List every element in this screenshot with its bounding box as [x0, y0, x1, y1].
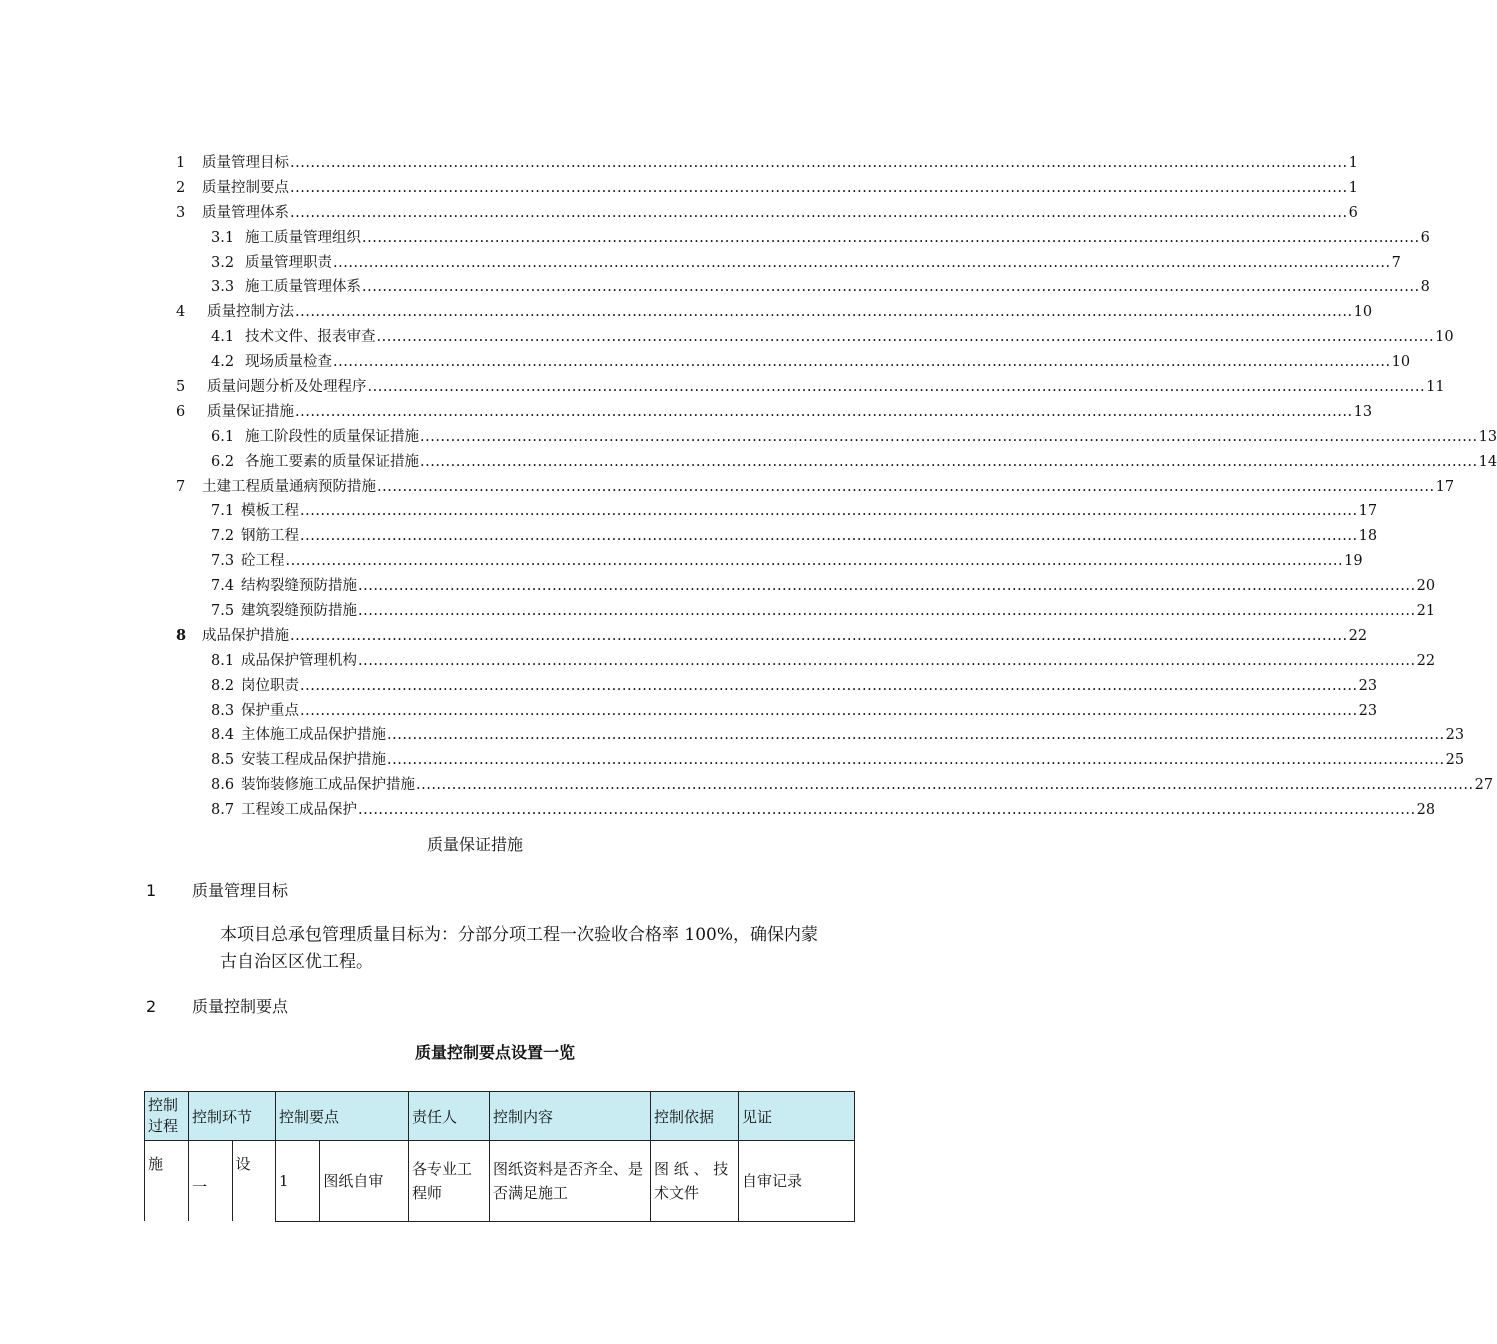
toc-entry [176, 649, 1436, 674]
toc-number: 8.7 [211, 802, 235, 819]
toc-entry [176, 425, 1497, 450]
toc-number: 7.3 [211, 553, 235, 570]
toc-leader-dots: ............................................................................................................................................................................................................... [358, 603, 1416, 620]
toc-entry [176, 151, 1358, 176]
header-content: 控制内容 [490, 1092, 651, 1141]
toc-number: 7.4 [211, 578, 235, 595]
toc-number: 8.3 [211, 702, 235, 719]
toc-title: 各施工要素的质量保证措施 [245, 453, 419, 470]
toc-entry [176, 275, 1430, 300]
toc-title: 主体施工成品保护措施 [241, 727, 386, 744]
toc-page-number: 25 [1445, 752, 1465, 769]
toc-leader-dots: ............................................................................................................................................................................................................... [358, 578, 1416, 595]
toc-title: 砼工程 [241, 553, 285, 570]
toc-entry [176, 325, 1454, 350]
quality-control-table [144, 1091, 855, 1222]
cell-person: 各专业工程师 [409, 1141, 490, 1222]
toc-entry [176, 723, 1465, 748]
toc-title: 钢筋工程 [241, 528, 299, 545]
toc-leader-dots: ............................................................................................................................................................................................................... [290, 204, 1348, 221]
toc-leader-dots: ............................................................................................................................................................................................................... [377, 478, 1435, 495]
section-heading-1 [146, 878, 288, 901]
toc-title: 施工阶段性的质量保证措施 [245, 428, 419, 445]
cell-process: 施 [145, 1141, 189, 1222]
toc-page-number: 27 [1474, 777, 1494, 794]
cell-point: 图纸自审 [320, 1141, 409, 1222]
section-title: 质量管理目标 [192, 881, 289, 900]
toc-page-number: 6 [1420, 229, 1430, 246]
toc-title: 现场质量检查 [245, 354, 332, 371]
toc-page-number: 28 [1416, 802, 1436, 819]
toc-title: 施工质量管理组织 [245, 229, 361, 246]
toc-leader-dots: ............................................................................................................................................................................................................... [387, 752, 1445, 769]
toc-leader-dots: ............................................................................................................................................................................................................... [300, 503, 1358, 520]
toc-number: 8 [176, 626, 187, 644]
toc-title: 成品保护措施 [202, 627, 289, 644]
toc-entry [176, 674, 1378, 699]
toc-entry [176, 549, 1363, 574]
toc-number: 3.2 [211, 254, 235, 271]
toc-number: 2 [176, 179, 186, 196]
toc-leader-dots: ............................................................................................................................................................................................................... [333, 254, 1391, 271]
toc-leader-dots: ............................................................................................................................................................................................................... [376, 329, 1435, 346]
toc-title: 安装工程成品保护措施 [241, 752, 386, 769]
toc-number: 8.4 [211, 727, 235, 744]
toc-leader-dots: ............................................................................................................................................................................................................... [362, 279, 1420, 296]
toc-number: 3.1 [211, 229, 235, 246]
toc-leader-dots: ............................................................................................................................................................................................................... [362, 229, 1420, 246]
table-row [145, 1141, 855, 1222]
toc-title: 施工质量管理体系 [245, 279, 361, 296]
section-number: 2 [146, 997, 157, 1016]
toc-page-number: 23 [1358, 677, 1378, 694]
toc-entry [176, 574, 1436, 599]
toc-number: 7.1 [211, 503, 235, 520]
toc-number: 6 [176, 403, 186, 420]
table-of-contents [176, 151, 1497, 823]
cell-point-num: 1 [276, 1141, 320, 1222]
toc-page-number: 1 [1348, 155, 1358, 171]
toc-number: 7.2 [211, 528, 235, 545]
toc-leader-dots: ............................................................................................................................................................................................................... [387, 727, 1445, 744]
document-title: 质量保证措施 [426, 835, 523, 854]
toc-title: 工程竣工成品保护 [241, 802, 357, 819]
toc-title: 结构裂缝预防措施 [241, 578, 357, 595]
toc-number: 7.5 [211, 603, 235, 620]
header-basis: 控制依据 [651, 1092, 739, 1141]
toc-page-number: 23 [1358, 702, 1378, 719]
toc-page-number: 22 [1416, 652, 1436, 669]
header-process: 控制过程 [145, 1092, 189, 1141]
toc-leader-dots: ............................................................................................................................................................................................................... [290, 155, 1348, 171]
toc-number: 4.2 [211, 354, 235, 371]
toc-page-number: 23 [1445, 727, 1465, 744]
toc-entry [176, 699, 1378, 724]
toc-leader-dots: ............................................................................................................................................................................................................... [290, 179, 1348, 196]
toc-number: 4.1 [211, 329, 235, 346]
toc-page-number: 19 [1344, 553, 1363, 570]
cell-basis: 图 纸 、 技术文件 [651, 1141, 739, 1222]
toc-entry [176, 773, 1494, 798]
toc-number: 4 [176, 304, 186, 321]
toc-page-number: 1 [1348, 179, 1358, 196]
toc-number: 8.2 [211, 677, 235, 694]
toc-page-number: 8 [1420, 279, 1430, 296]
toc-title: 技术文件、报表审查 [245, 329, 376, 346]
toc-page-number: 17 [1358, 503, 1378, 520]
cell-evidence: 自审记录 [739, 1141, 855, 1222]
table-title: 质量控制要点设置一览 [414, 1043, 575, 1062]
toc-page-number: 11 [1426, 379, 1445, 396]
toc-title: 岗位职责 [241, 677, 299, 694]
toc-page-number: 7 [1391, 254, 1401, 271]
toc-page-number: 17 [1435, 478, 1455, 495]
toc-leader-dots: ............................................................................................................................................................................................................... [420, 428, 1478, 445]
toc-entry [176, 400, 1373, 425]
toc-leader-dots: ............................................................................................................................................................................................................... [300, 702, 1358, 719]
toc-title: 保护重点 [241, 702, 299, 719]
toc-page-number: 20 [1416, 578, 1436, 595]
toc-number: 5 [176, 379, 186, 396]
section-title: 质量控制要点 [192, 997, 289, 1016]
toc-entry [176, 499, 1378, 524]
toc-leader-dots: ............................................................................................................................................................................................................... [295, 403, 1353, 420]
toc-leader-dots: ............................................................................................................................................................................................................... [358, 802, 1416, 819]
toc-title: 成品保护管理机构 [241, 652, 357, 669]
toc-title: 质量问题分析及处理程序 [207, 379, 367, 396]
toc-entry [176, 201, 1358, 226]
toc-page-number: 6 [1348, 204, 1358, 221]
toc-entry [176, 300, 1373, 325]
section-heading-2 [146, 994, 288, 1017]
toc-leader-dots: ............................................................................................................................................................................................................... [295, 304, 1353, 321]
toc-number: 8.5 [211, 752, 235, 769]
toc-entry [176, 450, 1497, 475]
toc-leader-dots: ............................................................................................................................................................................................................... [333, 354, 1391, 371]
cell-content: 图纸资料是否齐全、是否满足施工 [490, 1141, 651, 1222]
section-number: 1 [146, 881, 157, 900]
toc-leader-dots: ............................................................................................................................................................................................................... [420, 453, 1478, 470]
toc-page-number: 13 [1478, 428, 1497, 445]
toc-leader-dots: ............................................................................................................................................................................................................... [416, 777, 1474, 794]
toc-title: 质量管理目标 [202, 155, 289, 171]
toc-page-number: 10 [1391, 354, 1411, 371]
toc-page-number: 10 [1353, 304, 1373, 321]
toc-number: 8.6 [211, 777, 235, 794]
toc-entry [176, 375, 1445, 400]
toc-leader-dots: ............................................................................................................................................................................................................... [285, 553, 1344, 570]
toc-number: 6.2 [211, 453, 235, 470]
header-point: 控制要点 [276, 1092, 409, 1141]
toc-leader-dots: ............................................................................................................................................................................................................... [300, 528, 1358, 545]
toc-title: 质量控制方法 [207, 304, 294, 321]
toc-entry [176, 524, 1378, 549]
toc-page-number: 21 [1416, 603, 1436, 620]
toc-entry [176, 251, 1401, 276]
toc-entry [176, 176, 1358, 201]
cell-link: 设 [232, 1141, 276, 1222]
quality-goal-paragraph: 本项目总承包管理质量目标为：分部分项工程一次验收合格率 100%，确保内蒙古自治区区优工程。 [220, 925, 819, 972]
toc-page-number: 18 [1358, 528, 1378, 545]
header-evidence: 见证 [739, 1092, 855, 1141]
toc-number: 1 [176, 155, 186, 171]
toc-number: 7 [176, 478, 186, 495]
toc-entry [176, 475, 1455, 500]
toc-entry [176, 624, 1368, 649]
toc-page-number: 14 [1478, 453, 1497, 470]
toc-entry [176, 350, 1411, 375]
header-link: 控制环节 [189, 1092, 276, 1141]
toc-page-number: 22 [1348, 627, 1368, 644]
toc-number: 6.1 [211, 428, 235, 445]
toc-leader-dots: ............................................................................................................................................................................................................... [300, 677, 1358, 694]
toc-title: 装饰装修施工成品保护措施 [241, 777, 415, 794]
toc-page-number: 10 [1435, 329, 1454, 346]
toc-page-number: 13 [1353, 403, 1373, 420]
toc-entry [176, 798, 1436, 823]
toc-entry [176, 599, 1436, 624]
toc-title: 质量保证措施 [207, 403, 294, 420]
toc-leader-dots: ............................................................................................................................................................................................................... [367, 379, 1426, 396]
cell-link-num: 一 [189, 1141, 233, 1222]
header-person: 责任人 [409, 1092, 490, 1141]
toc-entry [176, 226, 1430, 251]
toc-leader-dots: ............................................................................................................................................................................................................... [290, 627, 1348, 644]
toc-title: 模板工程 [241, 503, 299, 520]
toc-leader-dots: ............................................................................................................................................................................................................... [358, 652, 1416, 669]
toc-number: 8.1 [211, 652, 235, 669]
toc-title: 土建工程质量通病预防措施 [202, 478, 376, 495]
toc-number: 3 [176, 204, 186, 221]
toc-entry [176, 748, 1465, 773]
toc-title: 质量管理体系 [202, 204, 289, 221]
toc-title: 质量控制要点 [202, 179, 289, 196]
toc-title: 建筑裂缝预防措施 [241, 603, 357, 620]
toc-title: 质量管理职责 [245, 254, 332, 271]
toc-number: 3.3 [211, 279, 235, 296]
table-header-row [145, 1092, 855, 1141]
